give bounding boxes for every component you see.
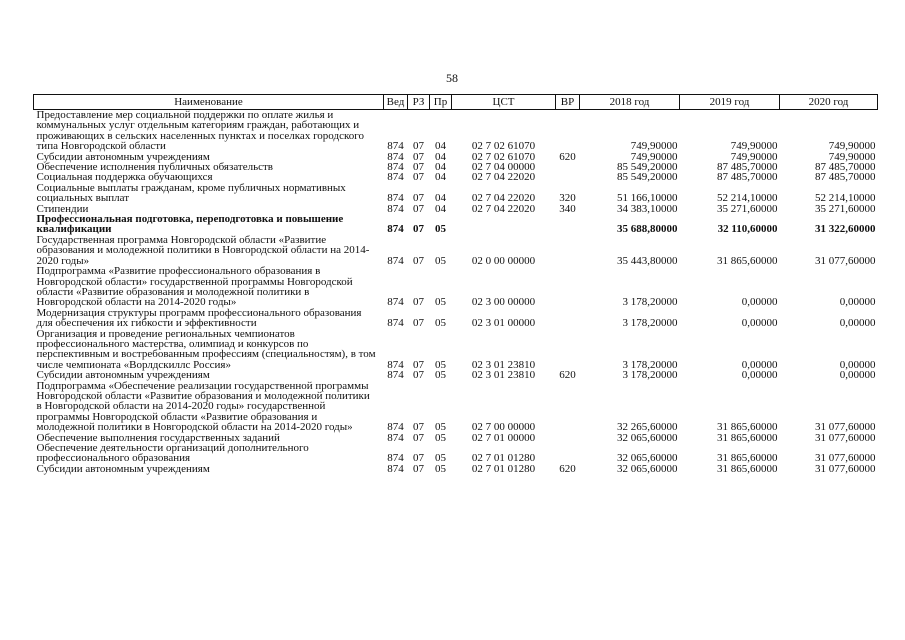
cell-cst: 02 3 01 00000	[471, 317, 536, 330]
cell-y2019: 87 485,70000	[717, 161, 778, 174]
cell-y2019: 31 865,60000	[717, 421, 778, 434]
cell-name: Обеспечение деятельности организаций дополнительного профессионального образования	[36, 442, 309, 465]
cell-name: Субсидии автономным учреждениям	[36, 150, 210, 163]
cell-ved: 874	[387, 192, 404, 205]
table-header-row	[34, 95, 878, 110]
cell-vr	[556, 162, 580, 172]
header-cst: ЦСТ	[452, 95, 556, 110]
cell-vr	[556, 308, 580, 329]
budget-table	[33, 94, 878, 474]
cell-cst: 02 7 00 00000	[471, 421, 536, 434]
cell-y2019: 0,00000	[741, 317, 778, 330]
cell-rz: 07	[413, 421, 424, 434]
cell-name: Профессиональная подготовка, переподготовка и повышение квалификации	[36, 213, 344, 236]
cell-y2019: 749,90000	[730, 150, 778, 163]
cell-name: Подпрограмма «Развитие профессионального образования в Новгородской области» государственной программы Новгородской области «Развитие образования и молодежной политики в Новгородской области на 2014-2020 годы»	[36, 265, 353, 309]
cell-rz: 07	[413, 296, 424, 309]
cell-rz: 07	[413, 161, 424, 174]
cell-name: Модернизация структуры программ профессионального образования для обеспечения их гибкости и эффективности	[36, 306, 362, 330]
cell-pr: 05	[435, 296, 446, 309]
cell-name: Государственная программа Новгородской области «Развитие образования и молодежной политики в Новгородской области на 2014-2020 годы»	[36, 233, 370, 267]
table-row	[34, 266, 878, 308]
cell-cst: 02 7 04 22020	[471, 171, 536, 184]
cell-y2020: 749,90000	[828, 150, 876, 163]
cell-y2018: 3 178,20000	[622, 358, 678, 371]
header-name: Наименование	[34, 95, 384, 110]
cell-ved: 874	[387, 171, 404, 184]
cell-cst: 02 7 02 61070	[471, 150, 536, 163]
table-row	[34, 464, 878, 474]
cell-ved: 874	[387, 296, 404, 309]
cell-y2020: 35 271,60000	[815, 202, 876, 215]
cell-vr: 620	[559, 369, 576, 382]
cell-pr: 05	[435, 421, 446, 434]
cell-cst: 02 7 01 01280	[471, 452, 536, 465]
cell-name: Организация и проведение региональных чемпионатов профессионального мастерства, олимпиад и конкурсов по перспективным и востребованным профессиям (специальностям), в том числе чемпионата «Ворлдскиллс Россия»	[36, 327, 376, 371]
cell-y2018: 51 166,10000	[617, 192, 678, 205]
cell-ved: 874	[387, 254, 404, 267]
header-ved: Вед	[384, 95, 408, 110]
cell-ved: 874	[387, 462, 404, 475]
cell-cst: 02 3 00 00000	[471, 296, 536, 309]
cell-rz: 07	[413, 140, 424, 153]
cell-ved: 874	[387, 223, 404, 236]
cell-rz: 07	[413, 369, 424, 382]
cell-vr	[556, 110, 580, 152]
cell-y2018: 85 549,20000	[617, 171, 678, 184]
cell-rz: 07	[413, 317, 424, 330]
cell-pr: 05	[435, 462, 446, 475]
cell-rz: 07	[413, 223, 424, 236]
cell-ved: 874	[387, 358, 404, 371]
cell-y2018: 35 688,80000	[617, 223, 678, 236]
table-row	[34, 329, 878, 371]
cell-cst: 02 7 01 01280	[471, 462, 536, 475]
cell-cst: 02 0 00 00000	[471, 254, 536, 267]
table-body	[34, 110, 878, 475]
cell-cst: 02 7 04 22020	[471, 202, 536, 215]
cell-rz: 07	[413, 431, 424, 444]
table-row	[34, 110, 878, 152]
cell-pr: 04	[435, 192, 446, 205]
cell-y2019: 31 865,60000	[717, 452, 778, 465]
table-row	[34, 214, 878, 235]
cell-vr	[556, 329, 580, 371]
cell-pr: 05	[435, 254, 446, 267]
cell-y2018: 34 383,10000	[617, 202, 678, 215]
cell-cst: 02 7 01 00000	[471, 431, 536, 444]
table-row	[34, 370, 878, 380]
table-row	[34, 235, 878, 266]
cell-pr: 05	[435, 369, 446, 382]
cell-y2020: 0,00000	[839, 358, 876, 371]
cell-pr: 04	[435, 171, 446, 184]
cell-name: Подпрограмма «Обеспечение реализации государственной программы Новгородской области «Развитие образования и молодежной политики в Новгородской области на 2014-2020 годы» государственной программы Новгородской области «Развитие образования и молодежной политики в Новгородской области на 2014-2020 годы»	[36, 379, 370, 434]
cell-y2018: 3 178,20000	[622, 317, 678, 330]
cell-rz: 07	[413, 358, 424, 371]
cell-vr	[556, 266, 580, 308]
cell-vr: 620	[559, 150, 576, 163]
cell-rz: 07	[413, 192, 424, 205]
cell-pr: 04	[435, 202, 446, 215]
table-row	[34, 308, 878, 329]
cell-ved: 874	[387, 369, 404, 382]
cell-vr	[556, 381, 580, 433]
cell-ved: 874	[387, 140, 404, 153]
cell-y2019: 0,00000	[741, 358, 778, 371]
cell-rz: 07	[413, 462, 424, 475]
cell-y2019: 52 214,10000	[717, 192, 778, 205]
cell-cst: 02 3 01 23810	[471, 358, 536, 371]
cell-ved: 874	[387, 150, 404, 163]
page-number: 58	[446, 71, 458, 85]
cell-pr: 05	[435, 452, 446, 465]
cell-rz: 07	[413, 452, 424, 465]
cell-vr	[556, 443, 580, 464]
cell-pr: 04	[435, 161, 446, 174]
cell-rz: 07	[413, 254, 424, 267]
cell-y2020: 31 077,60000	[815, 462, 876, 475]
cell-ved: 874	[387, 161, 404, 174]
cell-name: Обеспечение выполнения государственных заданий	[36, 431, 280, 444]
cell-rz: 07	[413, 202, 424, 215]
cell-vr: 620	[559, 462, 576, 475]
cell-vr: 320	[559, 192, 576, 205]
cell-y2020: 0,00000	[839, 296, 876, 309]
cell-y2018: 32 065,60000	[617, 452, 678, 465]
cell-y2019: 87 485,70000	[717, 171, 778, 184]
cell-y2019: 35 271,60000	[717, 202, 778, 215]
cell-cst: 02 7 04 00000	[471, 161, 536, 174]
cell-y2020: 87 485,70000	[815, 161, 876, 174]
cell-y2020: 52 214,10000	[815, 192, 876, 205]
cell-y2019: 31 865,60000	[717, 431, 778, 444]
cell-name: Предоставление мер социальной поддержки по оплате жилья и коммунальных услуг отдельным категориям граждан, работающих и проживающих в сельских населенных пунктах и поселках городского типа Новгородской области	[36, 109, 364, 153]
cell-pr: 05	[435, 317, 446, 330]
cell-y2018: 35 443,80000	[617, 254, 678, 267]
cell-y2020: 0,00000	[839, 369, 876, 382]
cell-vr	[556, 433, 580, 443]
cell-y2019: 31 865,60000	[717, 462, 778, 475]
cell-name: Обеспечение исполнения публичных обязательств	[36, 161, 274, 174]
cell-y2018: 3 178,20000	[622, 369, 678, 382]
cell-rz: 07	[413, 150, 424, 163]
cell-pr: 04	[435, 140, 446, 153]
cell-ved: 874	[387, 431, 404, 444]
header-rz: РЗ	[408, 95, 430, 110]
cell-y2020: 31 077,60000	[815, 431, 876, 444]
cell-y2020: 31 077,60000	[815, 452, 876, 465]
cell-cst: 02 7 02 61070	[471, 140, 536, 153]
cell-y2020: 0,00000	[839, 317, 876, 330]
header-2018: 2018 год	[580, 95, 680, 110]
cell-cst: 02 7 04 22020	[471, 192, 536, 205]
cell-pr: 05	[435, 431, 446, 444]
header-pr: Пр	[430, 95, 452, 110]
cell-name: Стипендии	[36, 202, 89, 215]
cell-y2018: 85 549,20000	[617, 161, 678, 174]
cell-pr: 05	[435, 223, 446, 236]
table-row	[34, 443, 878, 464]
cell-y2019: 749,90000	[730, 140, 778, 153]
cell-pr: 05	[435, 358, 446, 371]
cell-y2020: 87 485,70000	[815, 171, 876, 184]
cell-y2018: 3 178,20000	[622, 296, 678, 309]
cell-rz: 07	[413, 171, 424, 184]
cell-y2020: 749,90000	[828, 140, 876, 153]
cell-vr	[556, 172, 580, 182]
cell-y2018: 32 265,60000	[617, 421, 678, 434]
cell-y2019: 0,00000	[741, 369, 778, 382]
header-2019: 2019 год	[680, 95, 780, 110]
cell-y2020: 31 077,60000	[815, 254, 876, 267]
cell-y2020: 31 322,60000	[815, 223, 876, 236]
cell-y2019: 32 110,60000	[717, 223, 778, 236]
header-2020: 2020 год	[780, 95, 878, 110]
cell-vr: 340	[559, 202, 576, 215]
cell-ved: 874	[387, 421, 404, 434]
cell-y2020: 31 077,60000	[815, 421, 876, 434]
table-row	[34, 183, 878, 204]
cell-y2018: 32 065,60000	[617, 462, 678, 475]
table-row	[34, 381, 878, 433]
cell-ved: 874	[387, 317, 404, 330]
cell-vr	[556, 214, 580, 235]
header-vr: ВР	[556, 95, 580, 110]
cell-y2019: 31 865,60000	[717, 254, 778, 267]
cell-vr	[556, 235, 580, 266]
cell-y2018: 749,90000	[630, 140, 678, 153]
cell-y2019: 0,00000	[741, 296, 778, 309]
cell-cst: 02 3 01 23810	[471, 369, 536, 382]
cell-name: Социальные выплаты гражданам, кроме публичных нормативных социальных выплат	[36, 181, 346, 205]
cell-ved: 874	[387, 202, 404, 215]
cell-ved: 874	[387, 452, 404, 465]
cell-name: Субсидии автономным учреждениям	[36, 369, 210, 382]
cell-cst	[452, 214, 556, 235]
cell-y2018: 32 065,60000	[617, 431, 678, 444]
cell-name: Социальная поддержка обучающихся	[36, 171, 213, 184]
cell-pr: 04	[435, 150, 446, 163]
cell-name: Субсидии автономным учреждениям	[36, 462, 210, 475]
cell-y2018: 749,90000	[630, 150, 678, 163]
